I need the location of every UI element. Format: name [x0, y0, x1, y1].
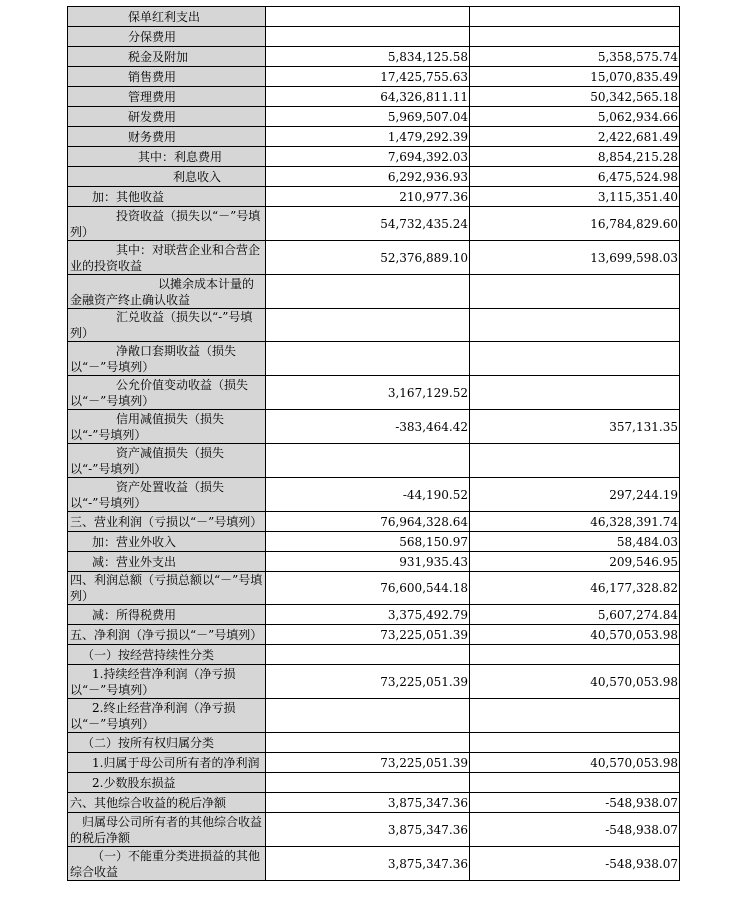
- table-row: [68, 733, 680, 753]
- previous-period-value: [470, 309, 680, 342]
- current-period-value: 5,969,507.04: [266, 107, 470, 127]
- previous-period-value: 16,784,829.60: [470, 207, 680, 241]
- current-period-value: [266, 275, 470, 309]
- current-period-value: [266, 444, 470, 478]
- previous-period-value: [470, 773, 680, 793]
- row-label: 六、其他综合收益的税后净额: [68, 793, 266, 813]
- row-label: 五、净利润（净亏损以“－”号填列）: [68, 625, 266, 645]
- previous-period-value: 40,570,053.98: [470, 665, 680, 699]
- table-row: [68, 813, 680, 847]
- current-period-value: 5,834,125.58: [266, 47, 470, 67]
- previous-period-value: 3,115,351.40: [470, 187, 680, 207]
- table-row: [68, 27, 680, 47]
- previous-period-value: 5,607,274.84: [470, 605, 680, 625]
- current-period-value: 931,935.43: [266, 552, 470, 572]
- row-label: 加：营业外收入: [68, 532, 266, 552]
- previous-period-value: [470, 342, 680, 376]
- current-period-value: 73,225,051.39: [266, 753, 470, 773]
- previous-period-value: 297,244.19: [470, 478, 680, 512]
- current-period-value: 76,600,544.18: [266, 572, 470, 605]
- current-period-value: 7,694,392.03: [266, 147, 470, 167]
- table-row: [68, 512, 680, 532]
- previous-period-value: [470, 27, 680, 47]
- current-period-value: 64,326,811.11: [266, 87, 470, 107]
- table-row: [68, 625, 680, 645]
- row-label: 减：所得税费用: [68, 605, 266, 625]
- row-label: 销售费用: [68, 67, 266, 87]
- income-statement-body: [68, 7, 680, 881]
- row-label: 其中：对联营企业和合营企业的投资收益: [68, 241, 266, 275]
- previous-period-value: [470, 275, 680, 309]
- table-row: [68, 187, 680, 207]
- row-label: 减：营业外支出: [68, 552, 266, 572]
- current-period-value: 54,732,435.24: [266, 207, 470, 241]
- table-row: [68, 572, 680, 605]
- current-period-value: 3,875,347.36: [266, 793, 470, 813]
- row-label: 汇兑收益（损失以“-”号填列）: [68, 309, 266, 342]
- table-row: [68, 699, 680, 733]
- row-label: 税金及附加: [68, 47, 266, 67]
- table-row: [68, 665, 680, 699]
- current-period-value: 210,977.36: [266, 187, 470, 207]
- previous-period-value: 5,062,934.66: [470, 107, 680, 127]
- previous-period-value: -548,938.07: [470, 793, 680, 813]
- current-period-value: [266, 342, 470, 376]
- previous-period-value: 209,546.95: [470, 552, 680, 572]
- previous-period-value: [470, 699, 680, 733]
- table-row: [68, 773, 680, 793]
- table-row: [68, 478, 680, 512]
- previous-period-value: -548,938.07: [470, 813, 680, 847]
- table-row: [68, 87, 680, 107]
- previous-period-value: 46,177,328.82: [470, 572, 680, 605]
- table-row: [68, 376, 680, 410]
- current-period-value: 6,292,936.93: [266, 167, 470, 187]
- row-label: （一）按经营持续性分类: [68, 645, 266, 665]
- previous-period-value: [470, 645, 680, 665]
- current-period-value: 1,479,292.39: [266, 127, 470, 147]
- table-row: [68, 342, 680, 376]
- row-label: 1.持续经营净利润（净亏损以“－”号填列）: [68, 665, 266, 699]
- current-period-value: 73,225,051.39: [266, 665, 470, 699]
- row-label: 资产减值损失（损失以“-”号填列）: [68, 444, 266, 478]
- row-label: 分保费用: [68, 27, 266, 47]
- table-row: [68, 67, 680, 87]
- previous-period-value: 357,131.35: [470, 410, 680, 444]
- previous-period-value: 46,328,391.74: [470, 512, 680, 532]
- current-period-value: 3,375,492.79: [266, 605, 470, 625]
- row-label: 管理费用: [68, 87, 266, 107]
- previous-period-value: -548,938.07: [470, 847, 680, 881]
- current-period-value: 76,964,328.64: [266, 512, 470, 532]
- table-row: [68, 107, 680, 127]
- previous-period-value: [470, 376, 680, 410]
- row-label: 研发费用: [68, 107, 266, 127]
- row-label: 保单红利支出: [68, 7, 266, 27]
- row-label: 财务费用: [68, 127, 266, 147]
- previous-period-value: [470, 7, 680, 27]
- table-row: [68, 605, 680, 625]
- previous-period-value: [470, 444, 680, 478]
- row-label: 投资收益（损失以“－”号填列）: [68, 207, 266, 241]
- previous-period-value: 58,484.03: [470, 532, 680, 552]
- row-label: （一）不能重分类进损益的其他综合收益: [68, 847, 266, 881]
- row-label: 以摊余成本计量的金融资产终止确认收益: [68, 275, 266, 309]
- row-label: 净敞口套期收益（损失以“－”号填列）: [68, 342, 266, 376]
- current-period-value: [266, 733, 470, 753]
- current-period-value: [266, 309, 470, 342]
- table-row: [68, 444, 680, 478]
- row-label: 利息收入: [68, 167, 266, 187]
- table-row: [68, 793, 680, 813]
- row-label: 资产处置收益（损失以“-”号填列）: [68, 478, 266, 512]
- table-row: [68, 309, 680, 342]
- previous-period-value: 50,342,565.18: [470, 87, 680, 107]
- row-label: 公允价值变动收益（损失以“－”号填列）: [68, 376, 266, 410]
- previous-period-value: 8,854,215.28: [470, 147, 680, 167]
- row-label: 其中：利息费用: [68, 147, 266, 167]
- previous-period-value: [470, 733, 680, 753]
- row-label: （二）按所有权归属分类: [68, 733, 266, 753]
- table-row: [68, 147, 680, 167]
- current-period-value: 52,376,889.10: [266, 241, 470, 275]
- table-row: [68, 645, 680, 665]
- row-label: 三、营业利润（亏损以“－”号填列）: [68, 512, 266, 532]
- previous-period-value: 2,422,681.49: [470, 127, 680, 147]
- previous-period-value: 40,570,053.98: [470, 753, 680, 773]
- row-label: 四、利润总额（亏损总额以“－”号填列）: [68, 572, 266, 605]
- table-row: [68, 241, 680, 275]
- current-period-value: [266, 645, 470, 665]
- table-row: [68, 7, 680, 27]
- table-row: [68, 275, 680, 309]
- current-period-value: [266, 773, 470, 793]
- current-period-value: 3,875,347.36: [266, 813, 470, 847]
- previous-period-value: 40,570,053.98: [470, 625, 680, 645]
- current-period-value: 3,167,129.52: [266, 376, 470, 410]
- row-label: 2.终止经营净利润（净亏损以“－”号填列）: [68, 699, 266, 733]
- table-row: [68, 127, 680, 147]
- previous-period-value: 15,070,835.49: [470, 67, 680, 87]
- row-label: 1.归属于母公司所有者的净利润: [68, 753, 266, 773]
- current-period-value: [266, 7, 470, 27]
- current-period-value: [266, 27, 470, 47]
- income-statement-table: [67, 6, 680, 881]
- previous-period-value: 13,699,598.03: [470, 241, 680, 275]
- table-row: [68, 410, 680, 444]
- table-row: [68, 47, 680, 67]
- row-label: 信用减值损失（损失以“-”号填列）: [68, 410, 266, 444]
- current-period-value: -44,190.52: [266, 478, 470, 512]
- current-period-value: 3,875,347.36: [266, 847, 470, 881]
- current-period-value: -383,464.42: [266, 410, 470, 444]
- current-period-value: 17,425,755.63: [266, 67, 470, 87]
- current-period-value: 568,150.97: [266, 532, 470, 552]
- current-period-value: 73,225,051.39: [266, 625, 470, 645]
- table-row: [68, 532, 680, 552]
- table-row: [68, 207, 680, 241]
- table-row: [68, 753, 680, 773]
- previous-period-value: 5,358,575.74: [470, 47, 680, 67]
- table-row: [68, 847, 680, 881]
- table-row: [68, 552, 680, 572]
- row-label: 归属母公司所有者的其他综合收益的税后净额: [68, 813, 266, 847]
- current-period-value: [266, 699, 470, 733]
- table-row: [68, 167, 680, 187]
- row-label: 2.少数股东损益: [68, 773, 266, 793]
- previous-period-value: 6,475,524.98: [470, 167, 680, 187]
- row-label: 加：其他收益: [68, 187, 266, 207]
